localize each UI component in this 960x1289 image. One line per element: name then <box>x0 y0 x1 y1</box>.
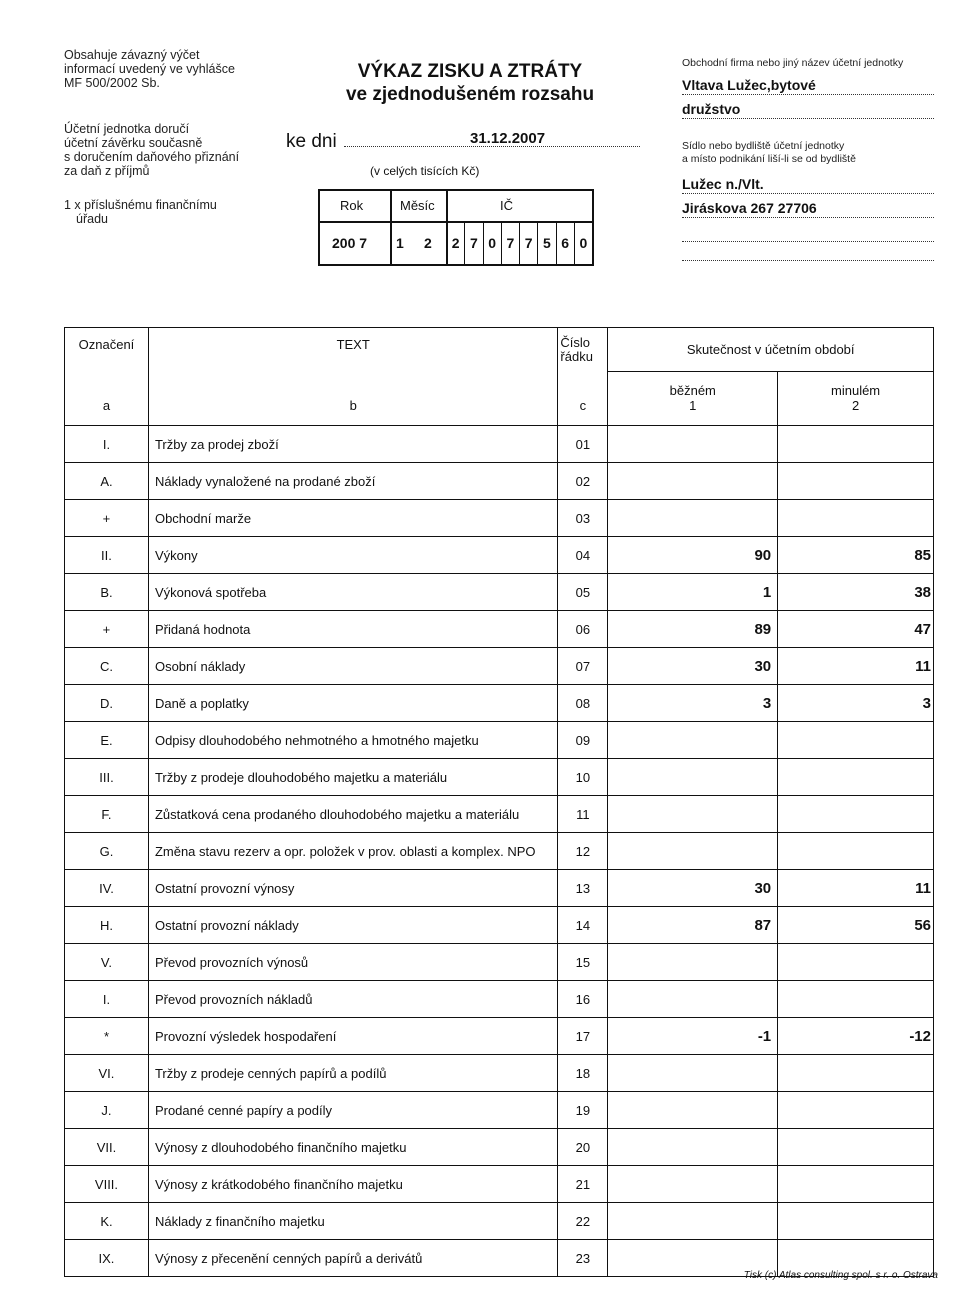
col-header-skutecnost: Skutečnost v účetním období <box>608 328 934 372</box>
ic-digit: 7 <box>464 223 482 264</box>
row-number: 02 <box>558 463 608 500</box>
table-row <box>65 500 934 537</box>
table-row <box>65 1129 934 1166</box>
mesic-digit: 2 <box>424 235 432 251</box>
row-mark: I. <box>65 426 149 463</box>
row-mark: IX. <box>65 1240 149 1277</box>
row-previous-value <box>778 1166 934 1203</box>
note-line: 1 x příslušnému finančnímu <box>64 198 217 212</box>
rok-value: 200 7 <box>332 235 368 251</box>
row-mark: H. <box>65 907 149 944</box>
row-text: Odpisy dlouhodobého nehmotného a hmotného majetku <box>148 722 557 759</box>
note-line: úřadu <box>76 212 108 226</box>
table-row <box>65 1092 934 1129</box>
row-mark: + <box>65 500 149 537</box>
row-number: 10 <box>558 759 608 796</box>
table-row <box>65 870 934 907</box>
row-number: 21 <box>558 1166 608 1203</box>
row-number: 04 <box>558 537 608 574</box>
row-mark: III. <box>65 759 149 796</box>
row-current-value: -1 <box>608 1018 778 1055</box>
row-current-value: 30 <box>608 648 778 685</box>
row-mark: D. <box>65 685 149 722</box>
row-text: Výnosy z přecenění cenných papírů a derivátů <box>148 1240 557 1277</box>
table-row <box>65 833 934 870</box>
row-current-value: 90 <box>608 537 778 574</box>
row-text: Provozní výsledek hospodaření <box>148 1018 557 1055</box>
row-current-value <box>608 1129 778 1166</box>
table-row <box>65 1203 934 1240</box>
row-text: Náklady vynaložené na prodané zboží <box>148 463 557 500</box>
row-text: Přidaná hodnota <box>148 611 557 648</box>
table-row <box>65 1055 934 1092</box>
row-current-value <box>608 759 778 796</box>
row-mark: V. <box>65 944 149 981</box>
note-line: s doručením daňového přiznání <box>64 150 240 164</box>
row-mark: B. <box>65 574 149 611</box>
note-line: Účetní jednotka doručí <box>64 122 190 136</box>
row-number: 06 <box>558 611 608 648</box>
row-text: Osobní náklady <box>148 648 557 685</box>
row-number: 01 <box>558 426 608 463</box>
col-letter-c: c <box>558 398 608 426</box>
table-row <box>65 944 934 981</box>
table-row <box>65 1018 934 1055</box>
company-name-2: družstvo <box>682 101 741 117</box>
ic-digits <box>446 223 592 264</box>
table-row <box>65 648 934 685</box>
row-current-value <box>608 1203 778 1240</box>
title-line2: ve zjednodušeném rozsahu <box>345 84 595 105</box>
row-text: Výnosy z krátkodobého finančního majetku <box>148 1166 557 1203</box>
table-row <box>65 574 934 611</box>
row-previous-value <box>778 1055 934 1092</box>
income-statement-table <box>64 327 934 1277</box>
row-mark: G. <box>65 833 149 870</box>
dotted-line <box>682 94 934 95</box>
row-number: 18 <box>558 1055 608 1092</box>
row-number: 12 <box>558 833 608 870</box>
note-line: MF 500/2002 Sb. <box>64 76 160 90</box>
delivery-note <box>64 122 264 178</box>
row-previous-value <box>778 944 934 981</box>
row-text: Ostatní provozní náklady <box>148 907 557 944</box>
row-number: 17 <box>558 1018 608 1055</box>
title-line1: VÝKAZ ZISKU A ZTRÁTY <box>357 61 583 82</box>
id-box <box>318 189 594 266</box>
row-number: 16 <box>558 981 608 1018</box>
row-previous-value <box>778 1092 934 1129</box>
row-text: Výkonová spotřeba <box>148 574 557 611</box>
row-previous-value <box>778 1203 934 1240</box>
ke-dni-label: ke dni <box>286 131 337 152</box>
row-previous-value: -12 <box>778 1018 934 1055</box>
row-previous-value <box>778 981 934 1018</box>
row-previous-value <box>778 722 934 759</box>
report-date: 31.12.2007 <box>470 130 546 147</box>
col-header-oznaceni: Označení <box>65 328 149 398</box>
footer-print-note: Tisk (c) Atlas consulting spol. s r. o. Ostrava <box>743 1270 938 1281</box>
company-town: Lužec n./Vlt. <box>682 176 764 192</box>
col-number-2: 2 <box>778 398 934 426</box>
row-current-value <box>608 981 778 1018</box>
row-current-value <box>608 426 778 463</box>
dotted-line <box>682 193 934 194</box>
row-mark: F. <box>65 796 149 833</box>
row-number: 03 <box>558 500 608 537</box>
col-number-1: 1 <box>608 398 778 426</box>
row-mark: * <box>65 1018 149 1055</box>
row-text: Náklady z finančního majetku <box>148 1203 557 1240</box>
row-mark: IV. <box>65 870 149 907</box>
row-current-value <box>608 1055 778 1092</box>
row-current-value <box>608 944 778 981</box>
row-previous-value: 47 <box>778 611 934 648</box>
ic-digit: 0 <box>483 223 501 264</box>
row-text: Obchodní marže <box>148 500 557 537</box>
row-number: 23 <box>558 1240 608 1277</box>
row-current-value <box>608 1166 778 1203</box>
ic-digit: 0 <box>574 223 592 264</box>
note-line: za daň z příjmů <box>64 164 150 178</box>
seat-label-2: a místo podnikání liší-li se od bydliště <box>682 153 856 165</box>
row-text: Daně a poplatky <box>148 685 557 722</box>
row-text: Prodané cenné papíry a podíly <box>148 1092 557 1129</box>
company-street: Jiráskova 267 27706 <box>682 200 817 216</box>
row-mark: VI. <box>65 1055 149 1092</box>
row-text: Tržby z prodeje dlouhodobého majetku a materiálu <box>148 759 557 796</box>
col-letter-a: a <box>65 398 149 426</box>
table-row <box>65 685 934 722</box>
company-name-label: Obchodní firma nebo jiný název účetní jednotky <box>682 57 904 69</box>
ic-digit: 2 <box>446 223 464 264</box>
row-number: 09 <box>558 722 608 759</box>
table-row <box>65 426 934 463</box>
dotted-line <box>682 217 934 218</box>
row-previous-value: 11 <box>778 648 934 685</box>
row-previous-value <box>778 796 934 833</box>
row-previous-value: 3 <box>778 685 934 722</box>
row-mark: C. <box>65 648 149 685</box>
row-number: 05 <box>558 574 608 611</box>
row-previous-value <box>778 426 934 463</box>
table-row <box>65 537 934 574</box>
table-row <box>65 1166 934 1203</box>
note-line: informací uvedený ve vyhlášce <box>64 62 235 76</box>
row-current-value: 30 <box>608 870 778 907</box>
row-number: 22 <box>558 1203 608 1240</box>
row-previous-value <box>778 833 934 870</box>
table-row <box>65 463 934 500</box>
ic-digit: 6 <box>556 223 574 264</box>
row-text: Výkony <box>148 537 557 574</box>
table-row <box>65 907 934 944</box>
dotted-line <box>682 118 934 119</box>
ic-digit: 7 <box>519 223 537 264</box>
row-current-value <box>608 500 778 537</box>
row-current-value <box>608 463 778 500</box>
row-number: 20 <box>558 1129 608 1166</box>
divider <box>390 191 392 264</box>
row-text: Výnosy z dlouhodobého finančního majetku <box>148 1129 557 1166</box>
row-mark: VII. <box>65 1129 149 1166</box>
row-text: Změna stavu rezerv a opr. položek v prov. oblasti a komplex. NPO <box>148 833 557 870</box>
row-number: 14 <box>558 907 608 944</box>
table-row <box>65 722 934 759</box>
dotted-line <box>682 241 934 242</box>
ic-digit: 7 <box>501 223 519 264</box>
note-line: Obsahuje závazný výčet <box>64 48 200 62</box>
row-previous-value <box>778 500 934 537</box>
row-current-value: 87 <box>608 907 778 944</box>
row-text: Tržby z prodeje cenných papírů a podílů <box>148 1055 557 1092</box>
row-current-value: 1 <box>608 574 778 611</box>
dotted-line <box>682 260 934 261</box>
row-previous-value: 38 <box>778 574 934 611</box>
row-current-value: 89 <box>608 611 778 648</box>
row-number: 07 <box>558 648 608 685</box>
rok-label: Rok <box>340 198 364 213</box>
mesic-digit: 1 <box>396 235 404 251</box>
company-name: Vltava Lužec,bytové <box>682 77 816 93</box>
col-letter-b: b <box>148 398 557 426</box>
row-previous-value <box>778 759 934 796</box>
note-line: účetní závěrku současně <box>64 136 203 150</box>
row-text: Převod provozních nákladů <box>148 981 557 1018</box>
row-previous-value <box>778 463 934 500</box>
row-mark: K. <box>65 1203 149 1240</box>
seat-label: Sídlo nebo bydliště účetní jednotky <box>682 140 845 152</box>
table-row <box>65 611 934 648</box>
row-number: 15 <box>558 944 608 981</box>
row-mark: + <box>65 611 149 648</box>
col-header-cislo: Číslo řádku <box>558 328 608 398</box>
row-number: 08 <box>558 685 608 722</box>
row-number: 13 <box>558 870 608 907</box>
table-row <box>65 796 934 833</box>
col-header-bezne: běžném <box>608 372 778 398</box>
row-mark: E. <box>65 722 149 759</box>
report-title <box>300 60 640 106</box>
row-previous-value: 11 <box>778 870 934 907</box>
row-current-value <box>608 722 778 759</box>
col-header-text: TEXT <box>148 328 557 398</box>
row-previous-value: 85 <box>778 537 934 574</box>
row-current-value <box>608 833 778 870</box>
row-previous-value: 56 <box>778 907 934 944</box>
row-mark: I. <box>65 981 149 1018</box>
row-mark: J. <box>65 1092 149 1129</box>
row-current-value <box>608 796 778 833</box>
copies-note <box>64 198 264 226</box>
col-header-minule: minulém <box>778 372 934 398</box>
row-text: Převod provozních výnosů <box>148 944 557 981</box>
units-label: (v celých tisících Kč) <box>370 164 480 178</box>
ic-digit: 5 <box>537 223 555 264</box>
row-number: 11 <box>558 796 608 833</box>
row-text: Tržby za prodej zboží <box>148 426 557 463</box>
legal-note <box>64 48 264 90</box>
row-text: Zůstatková cena prodaného dlouhodobého majetku a materiálu <box>148 796 557 833</box>
row-previous-value <box>778 1129 934 1166</box>
row-current-value: 3 <box>608 685 778 722</box>
row-mark: VIII. <box>65 1166 149 1203</box>
row-number: 19 <box>558 1092 608 1129</box>
row-text: Ostatní provozní výnosy <box>148 870 557 907</box>
row-mark: A. <box>65 463 149 500</box>
mesic-label: Měsíc <box>400 198 435 213</box>
row-mark: II. <box>65 537 149 574</box>
table-row <box>65 759 934 796</box>
table-row <box>65 981 934 1018</box>
ic-label: IČ <box>500 198 513 213</box>
row-current-value <box>608 1092 778 1129</box>
